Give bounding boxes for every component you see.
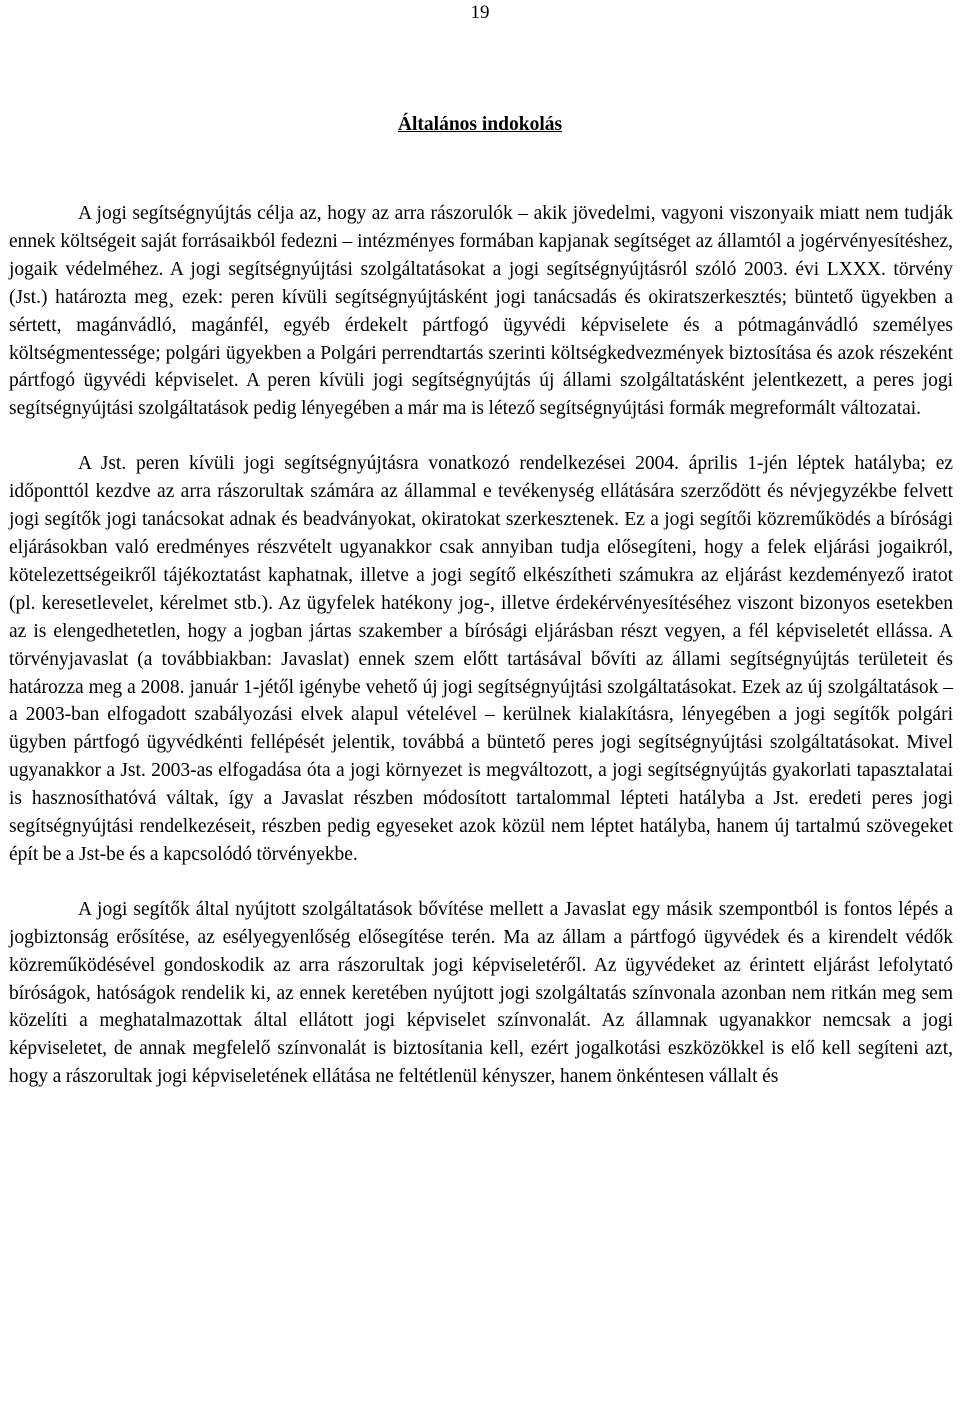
paragraph-3: A jogi segítők által nyújtott szolgáltatások bővítése mellett a Javaslat egy másik szempontból is fontos lépés a jogbiztonság erősítése, az esélyegyenlőség elősegítése terén. Ma az állam a pártfogó ügyvédek és a kirendelt védők közreműködésével gondoskodik az arra rászorultak jogi képviseletéről. Az ügyvédeket az érintett eljárást lefolytató bíróságok, hatóságok rendelik ki, az ennek keretében nyújtott jogi szolgáltatás színvonala azonban nem ritkán meg sem közelíti a meghatalmazottak által ellátott jogi képviselet színvonalát. Az államnak ugyanakkor nemcsak a jogi képviseletet, de annak megfelelő színvonalát is biztosítania kell, ezért jogalkotási eszközökkel is elő kell segíteni azt, hogy a rászorultak jogi képviseletének ellátása ne feltétlenül kényszer, hanem önkéntesen vállalt és [9,898,953,1088]
paragraph-1: A jogi segítségnyújtás célja az, hogy az arra rászorulók – akik jövedelmi, vagyoni viszonyaik miatt nem tudják ennek költségeit saját forrásaikból fedezni – intézményes formában kapjanak segítséget az államtól a jogérvényesítéshez, jogaik védelméhez. A jogi segítségnyújtási szolgáltatásokat a jogi segítségnyújtásról szóló 2003. évi LXXX. törvény (Jst.) határozta meg¸ ezek: peren kívüli segítségnyújtásként jogi tanácsadás és okiratszerkesztés; büntető ügyekben a sértett, magánvádló, magánfél, egyéb érdekelt pártfogó ügyvédi képviselete és a pótmagánvádló személyes költségmentessége; polgári ügyekben a Polgári perrendtartás szerinti költségkedvezmények biztosítása és azok részeként pártfogó ügyvédi képviselet. A peren kívüli jogi segítségnyújtás új állami szolgáltatásként jelentkezett, a peres jogi segítségnyújtási szolgáltatások pedig lényegében a már ma is létező segítségnyújtási formák megreformált változatai. [9,203,953,420]
page-number: 19 [470,2,490,23]
paragraph-2: A Jst. peren kívüli jogi segítségnyújtásra vonatkozó rendelkezései 2004. április 1-jén léptek hatályba; ez időponttól kezdve az arra rászorultak számára az állammal e tevékenység ellátására szerződött és névjegyzékbe felvett jogi segítők jogi tanácsokat adnak és beadványokat, okiratokat szerkesztenek. Ez a jogi segítői közreműködés a bírósági eljárásokban való eredményes részvételt ugyanakkor csak annyiban tudja elősegíteni, hogy a felek eljárási jogaikról, kötelezettségeikről tájékoztatást kaphatnak, illetve a jogi segítő elkészítheti számukra az eljárást kezdeményező iratot (pl. keresetlevelet, kérelmet stb.). Az ügyfelek hatékony jog-, illetve érdekérvényesítéséhez viszont bizonyos esetekben az is elengedhetetlen, hogy a jogban jártas szakember a bírósági eljárásban részt vegyen, a fél képviseletét ellássa. A törvényjavaslat (a továbbiakban: Javaslat) ennek szem előtt tartásával bővíti az állami segítségnyújtás területeit és határozza meg a 2008. január 1-jétől igénybe vehető új jogi segítségnyújtási szolgáltatásokat. Ezek az új szolgáltatások – a 2003-ban elfogadott szabályozási elvek alapul vételével – kerülnek kialakításra, lényegében a jogi segítők polgári ügyben pártfogó ügyvédkénti fellépését jelentik, továbbá a büntető peres jogi segítségnyújtási szolgáltatásokat. Mivel ugyanakkor a Jst. 2003-as elfogadása óta a jogi környezet is megváltozott, a jogi segítségnyújtás gyakorlati tapasztalatai is hasznosíthatóvá váltak, így a Javaslat részben módosított tartalommal lépteti hatályba a Jst. eredeti peres jogi segítségnyújtási rendelkezéseit, részben pedig egyeseket azok közül nem léptet hatályba, hanem új tartalmú szövegeket épít be a Jst-be és a kapcsolódó törvényekbe. [9,453,953,865]
document-title: Általános indokolás [397,114,563,135]
document-body [9,200,953,1091]
